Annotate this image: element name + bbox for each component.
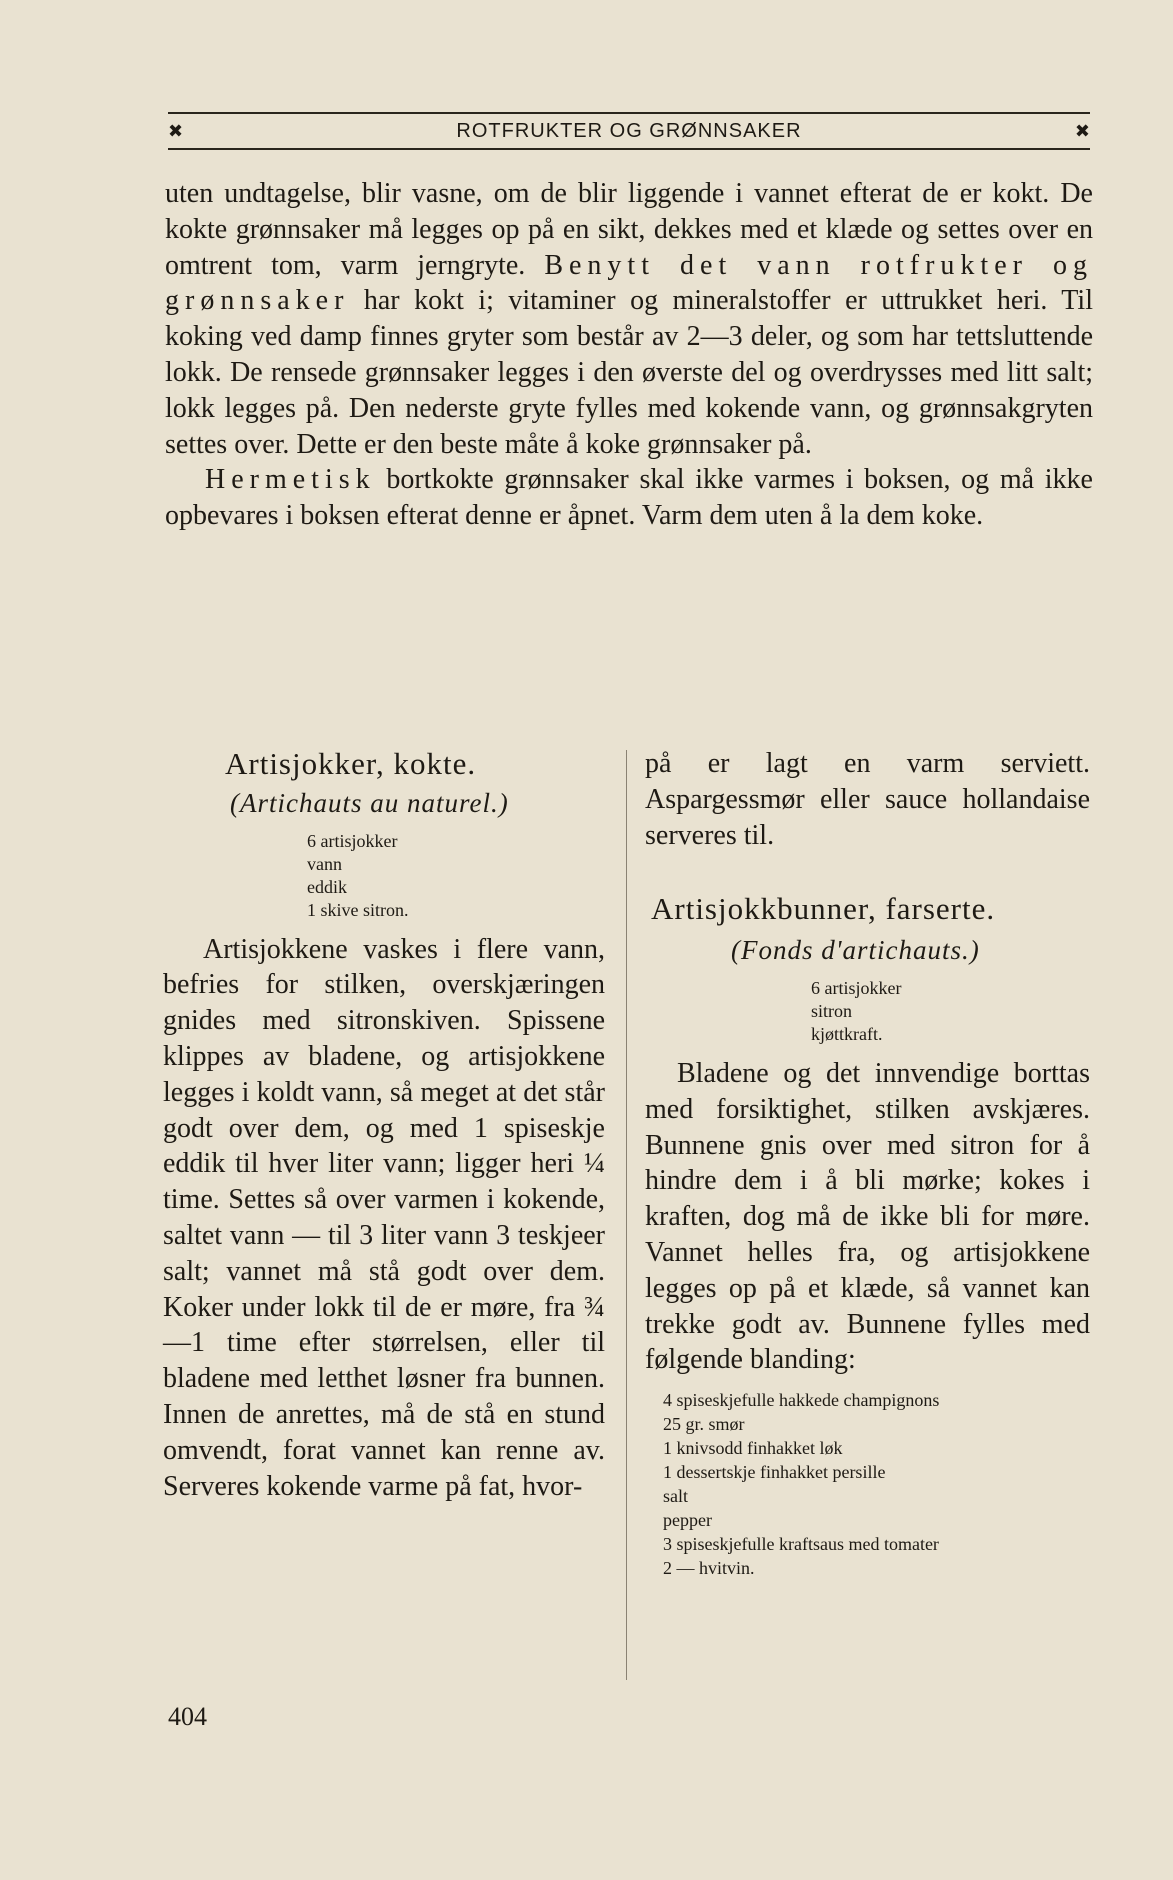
filling-item: 4 spiseskjefulle hakkede champignons [663,1390,940,1411]
intro-p1-part1: uten undtagelse, blir vasne, om de blir liggende i vannet efterat de er kokt. De kokte grønnsaker må legges op på en sikt, dekkes med et klæde og settes over en omtrent tom, varm jerngryte. [165,178,1093,281]
intro-p2-rest: bortkokte grønnsaker skal ikke varmes i boksen, og må ikke opbevares i boksen efterat denne er åpnet. Varm dem uten å la dem koke. [165,464,1093,532]
intro-p1-part2: har kokt i; vitaminer og mineralstoffer er uttrukket heri. Til koking ved damp finnes gryter som består av 2—3 deler, og som har tettsluttende lokk. De rensede grønnsaker legges i den øverste del og overdrysses med litt salt; lokk legges på. Den nederste gryte fylles med kokende vann, og grønnsakgryten settes over. Dette er den beste måte å koke grønnsaker på. [165,285,1093,460]
intro-paragraph-2 [165,462,1093,534]
filling-item: salt [663,1486,688,1507]
intro-text [165,176,1093,534]
ingredient-item: sitron [811,1000,853,1021]
ornament-left-icon: ✖ [168,120,184,142]
recipe-1-subtitle: (Artichauts au naturel.) [230,787,509,818]
intro-p2-spaced: Hermetisk [205,464,376,496]
left-column [163,746,605,1504]
ornament-right-icon: ✖ [1074,120,1090,142]
ingredient-item: kjøttkraft. [811,1023,883,1044]
ingredient-item: 6 artisjokker [811,977,902,998]
recipe-1-continuation: på er lagt en varm serviett. Aspargessmør eller sauce hollandaise serveres til. [645,748,1090,851]
recipe-1-title: Artisjokker, kokte. [225,746,477,781]
ingredient-item: eddik [307,876,347,897]
filling-item: 25 gr. smør [663,1414,745,1435]
ingredient-item: 6 artisjokker [307,830,398,851]
right-column [645,746,1090,1590]
intro-p1-spaced: Benytt det vann rotfrukter og grønnsaker [165,249,1093,317]
column-divider [626,750,627,1680]
recipe-2-ingredients [645,977,1090,1046]
recipe-2-title: Artisjokkbunner, farserte. [651,891,996,927]
running-header [168,112,1090,150]
intro-paragraph-1 [165,176,1093,462]
recipe-2-filling-list [645,1388,1090,1580]
recipe-1-ingredients [163,830,605,922]
running-title: ROTFRUKTER OG GRØNNSAKER [456,119,802,142]
recipe-2-subtitle: (Fonds d'artichauts.) [731,935,980,966]
filling-item: 1 knivsodd finhakket løk [663,1438,843,1459]
filling-item: pepper [663,1510,712,1531]
recipe-1-body: Artisjokkene vaskes i flere vann, befries for stilken, overskjæringen gnides med sitronskiven. Spissene klippes av bladene, og artisjokkene legges i koldt vann, så meget at det står godt over dem, og med 1 spiseskje eddik til hver liter vann; ligger heri ¼ time. Settes så over varmen i kokende, saltet vann — til 3 liter vann 3 teskjeer salt; vannet må stå godt over dem. Koker under lokk til de er møre, fra ¾—1 time efter størrelsen, eller til bladene med letthet løsner fra bunnen. Innen de anrettes, må de stå en stund omvendt, forat vannet kan renne av. Serveres kokende varme på fat, hvor- [163,933,605,1502]
filling-item: 1 dessertskje finhakket persille [663,1462,886,1483]
page-number: 404 [168,1702,207,1731]
ingredient-item: 1 skive sitron. [307,899,409,920]
recipe-2-body: Bladene og det innvendige borttas med forsiktighet, stilken avskjæres. Bunnene gnis over med sitron for å hindre dem i å bli mørke; kokes i kraften, dog må de ikke bli for møre. Vannet helles fra, og artisjokkene legges op på et klæde, så vannet kan trekke godt av. Bunnene fylles med følgende blanding: [645,1057,1090,1376]
filling-item: 2 — hvitvin. [663,1558,755,1579]
filling-item: 3 spiseskjefulle kraftsaus med tomater [663,1534,939,1555]
ingredient-item: vann [307,853,342,874]
